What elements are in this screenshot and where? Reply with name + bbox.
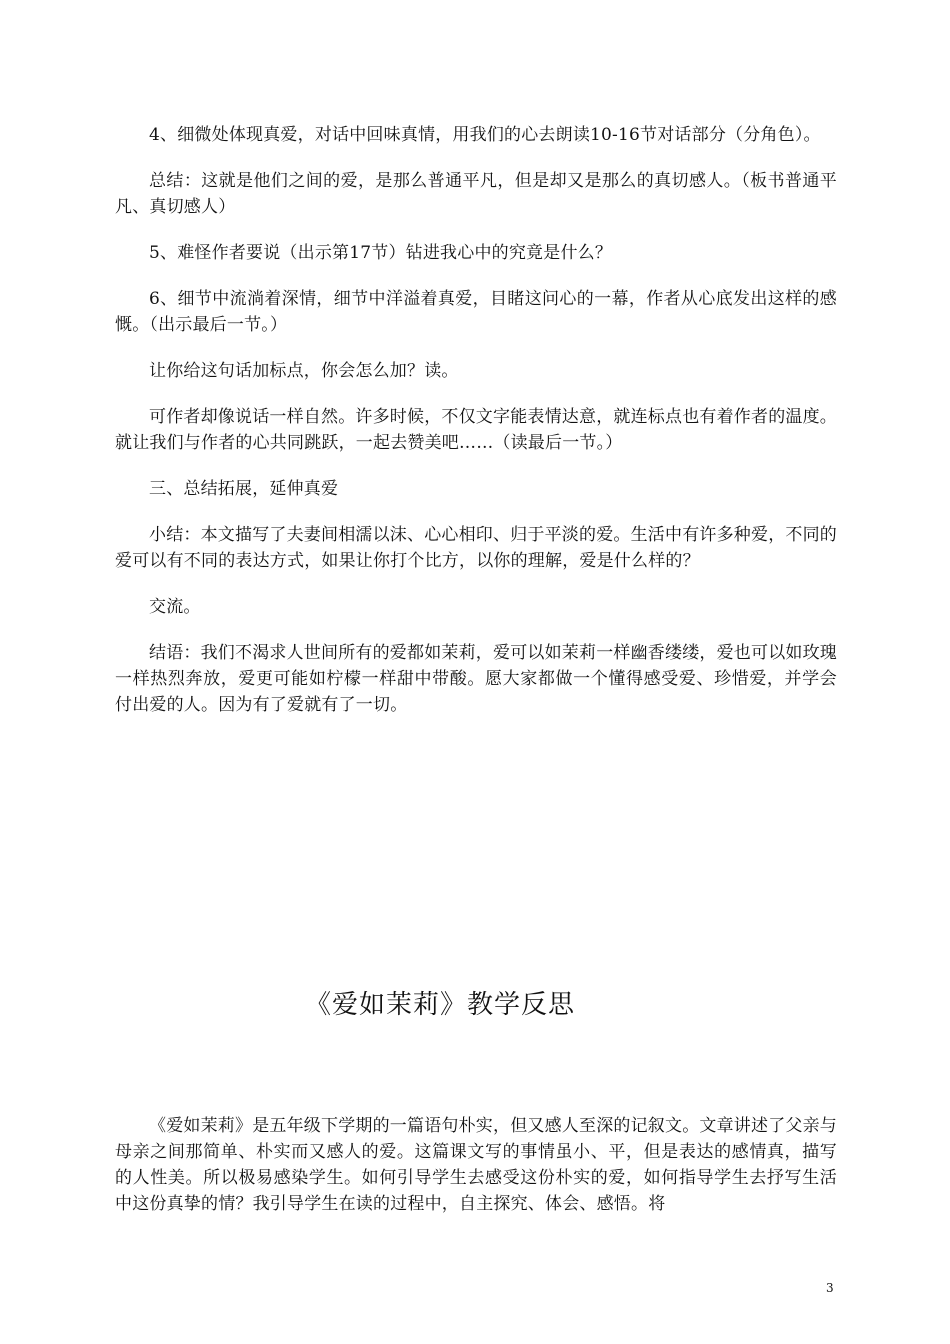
paragraph-punctuation: 让你给这句话加标点，你会怎么加？读。 bbox=[149, 361, 459, 381]
page-number: 3 bbox=[826, 1281, 834, 1295]
paragraph-section-three-heading: 三、总结拓展，延伸真爱 bbox=[149, 479, 339, 499]
lesson-plan-section bbox=[115, 122, 837, 738]
paragraph-exchange: 交流。 bbox=[149, 597, 201, 617]
paragraph-step-6: 6、细节中流淌着深情，细节中洋溢着真爱，目睹这问心的一幕，作者从心底发出这样的感慨。（出示最后一节。） bbox=[115, 289, 837, 335]
reflection-section bbox=[115, 1113, 837, 1217]
paragraph-step-4: 4、细微处体现真爱，对话中回味真情，用我们的心去朗读10-16节对话部分（分角色）。 bbox=[149, 125, 821, 145]
reflection-title: 《爱如茉莉》教学反思 bbox=[304, 990, 575, 1020]
reflection-paragraph: 《爱如茉莉》是五年级下学期的一篇语句朴实，但又感人至深的记叙文。文章讲述了父亲与母亲之间那简单、朴实而又感人的爱。这篇课文写的事情虽小、平，但是表达的感情真，描写的人性美。所以极易感染学生。如何引导学生去感受这份朴实的爱，如何指导学生去抒写生活中这份真挚的情？我引导学生在读的过程中，自主探究、体会、感悟。将 bbox=[115, 1116, 837, 1214]
paragraph-step-5: 5、难怪作者要说（出示第17节）钻进我心中的究竟是什么？ bbox=[149, 243, 613, 263]
paragraph-author-natural: 可作者却像说话一样自然。许多时候，不仅文字能表情达意，就连标点也有着作者的温度。就让我们与作者的心共同跳跃，一起去赞美吧……（读最后一节。） bbox=[115, 407, 837, 453]
paragraph-brief-summary: 小结：本文描写了夫妻间相濡以沫、心心相印、归于平淡的爱。生活中有许多种爱，不同的爱可以有不同的表达方式，如果让你打个比方，以你的理解，爱是什么样的？ bbox=[115, 525, 837, 571]
paragraph-summary: 总结：这就是他们之间的爱，是那么普通平凡，但是却又是那么的真切感人。（板书普通平凡、真切感人） bbox=[115, 171, 837, 217]
paragraph-conclusion: 结语：我们不渴求人世间所有的爱都如茉莉，爱可以如茉莉一样幽香缕缕，爱也可以如玫瑰一样热烈奔放，爱更可能如柠檬一样甜中带酸。愿大家都做一个懂得感受爱、珍惜爱，并学会付出爱的人。因为有了爱就有了一切。 bbox=[115, 643, 837, 715]
